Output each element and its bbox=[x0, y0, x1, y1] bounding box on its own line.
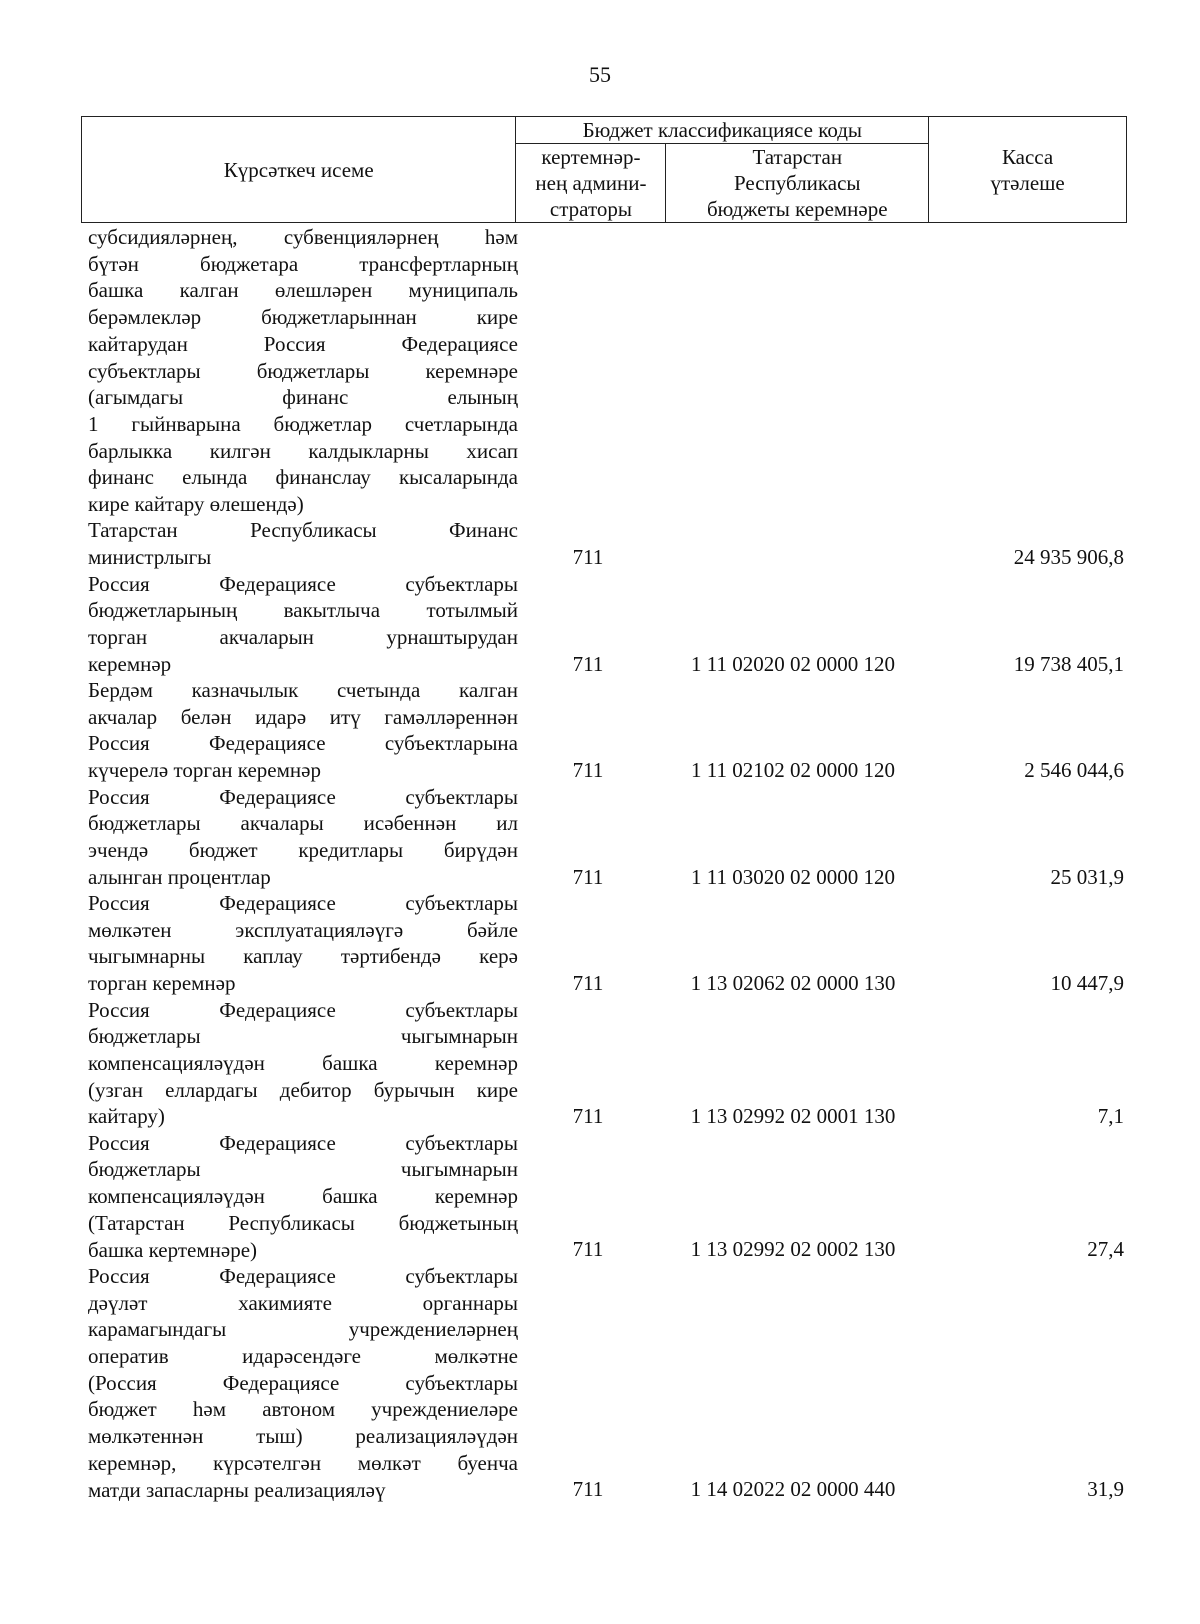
cash-execution-line: үтәлеше bbox=[990, 170, 1065, 195]
revenue-code-line: Республикасы bbox=[734, 171, 861, 195]
row-admin-code: 711 bbox=[572, 545, 604, 570]
row-amount: 19 738 405,1 bbox=[1013, 651, 1124, 676]
table-row bbox=[88, 677, 1124, 783]
row-description-line: субъектлары бюджетлары керемнәре bbox=[88, 358, 518, 383]
row-description-line: алынган процентлар bbox=[88, 864, 271, 889]
row-revenue-code: 1 13 02992 02 0002 130 bbox=[690, 1237, 896, 1262]
row-description-line: чыгымнарны каплау тәртибендә керә bbox=[88, 944, 518, 969]
table-row bbox=[88, 224, 1124, 517]
row-description-line: кире кайтару өлешендә) bbox=[88, 492, 304, 517]
row-description-line: бюджетлары чыгымнарын bbox=[88, 1157, 518, 1182]
table-header bbox=[81, 116, 1127, 223]
administrators-line: кертемнәр- bbox=[541, 145, 641, 169]
row-description bbox=[88, 1130, 518, 1264]
row-revenue-code: 1 13 02062 02 0000 130 bbox=[690, 971, 896, 996]
row-description-line: (Татарстан Республикасы бюджетының bbox=[88, 1210, 518, 1235]
row-description-line: матди запасларны реализацияләү bbox=[88, 1477, 386, 1502]
row-amount: 10 447,9 bbox=[1050, 971, 1124, 996]
table-row bbox=[88, 1263, 1124, 1502]
row-admin-code: 711 bbox=[572, 1477, 604, 1502]
page-number: 55 bbox=[589, 62, 611, 87]
row-description-line: субсидияләрнең, субвенцияләрнең һәм bbox=[88, 225, 518, 249]
row-revenue-code: 1 11 03020 02 0000 120 bbox=[691, 864, 895, 889]
row-description bbox=[88, 784, 518, 891]
row-description bbox=[88, 224, 518, 518]
revenue-code-line: Татарстан bbox=[752, 145, 843, 169]
row-description-line: Россия Федерациясе субъектлары bbox=[88, 1130, 518, 1155]
row-description bbox=[88, 517, 518, 570]
row-description-line: компенсацияләүдән башка керемнәр bbox=[88, 1184, 518, 1209]
row-revenue-code: 1 11 02020 02 0000 120 bbox=[691, 651, 895, 676]
row-amount: 25 031,9 bbox=[1050, 864, 1124, 889]
row-description-line: Россия Федерациясе субъектлары bbox=[88, 1263, 518, 1288]
row-amount: 24 935 906,8 bbox=[1013, 545, 1124, 570]
row-description-line: акчалар белән идарә итү гамәлләреннән bbox=[88, 704, 518, 729]
row-description-line: керемнәр bbox=[88, 651, 172, 676]
row-description-line: оператив идарәсендәге мөлкәтне bbox=[88, 1344, 518, 1368]
row-description-line: Россия Федерациясе субъектлары bbox=[88, 997, 518, 1022]
row-amount: 7,1 bbox=[1097, 1104, 1124, 1129]
row-amount: 31,9 bbox=[1087, 1477, 1124, 1502]
row-description-line: Россия Федерациясе субъектларына bbox=[88, 731, 518, 756]
row-revenue-code: 1 13 02992 02 0001 130 bbox=[690, 1104, 896, 1129]
row-revenue-code: 1 14 02022 02 0000 440 bbox=[690, 1477, 896, 1502]
row-description-line: министрлыгы bbox=[88, 545, 212, 570]
row-description-line: Бердәм казначылык счетында калган bbox=[88, 678, 518, 702]
row-admin-code: 711 bbox=[572, 864, 604, 889]
row-description-line: бүтән бюджетара трансфертларның bbox=[88, 251, 518, 276]
row-description-line: керемнәр, күрсәтелгән мөлкәт буенча bbox=[88, 1450, 518, 1475]
row-description-line: барлыкка килгән калдыкларны хисап bbox=[88, 438, 518, 463]
revenue-code-line: бюджеты керемнәре bbox=[706, 197, 888, 221]
row-description-line: бюджет һәм автоном учреждениеләре bbox=[88, 1397, 518, 1422]
row-description-line: башка кертемнәре) bbox=[88, 1237, 258, 1262]
row-description-line: (агымдагы финанс елының bbox=[88, 385, 518, 410]
row-description-line: кайтарудан Россия Федерациясе bbox=[88, 331, 518, 356]
row-description-line: мөлкәтеннән тыш) реализацияләүдән bbox=[88, 1424, 518, 1449]
row-admin-code: 711 bbox=[572, 651, 604, 676]
administrators-line: страторы bbox=[549, 197, 632, 221]
row-description-line: компенсацияләүдән башка керемнәр bbox=[88, 1050, 518, 1075]
row-description bbox=[88, 571, 518, 678]
row-description-line: бюджетларының вакытлыча тотылмый bbox=[88, 598, 518, 623]
row-description-line: торган акчаларын урнаштырудан bbox=[88, 624, 518, 649]
row-description-line: бюджетлары акчалары исәбеннән ил bbox=[88, 811, 518, 836]
table-row bbox=[88, 517, 1124, 570]
row-description-line: бюджетлары чыгымнарын bbox=[88, 1024, 518, 1049]
table-row bbox=[88, 571, 1124, 676]
row-admin-code: 711 bbox=[572, 1237, 604, 1262]
row-description-line: Татарстан Республикасы Финанс bbox=[88, 518, 518, 543]
table-row bbox=[88, 784, 1124, 889]
row-description bbox=[88, 1263, 518, 1503]
row-admin-code: 711 bbox=[572, 758, 604, 783]
cash-execution-line: Касса bbox=[1001, 144, 1054, 169]
row-description-line: Россия Федерациясе субъектлары bbox=[88, 571, 518, 596]
row-description-line: берәмлекләр бюджетларыннан кире bbox=[88, 305, 518, 330]
column-header-budget-code: Бюджет классификациясе коды bbox=[516, 117, 929, 144]
row-description bbox=[88, 997, 518, 1131]
row-revenue-code: 1 11 02102 02 0000 120 bbox=[691, 758, 895, 783]
row-description-line: карамагындагы учреждениеләрнең bbox=[88, 1317, 518, 1342]
row-description-line: Россия Федерациясе субъектлары bbox=[88, 784, 518, 809]
administrators-line: нең админи- bbox=[535, 171, 647, 195]
column-header-indicator-name: Күрсәткеч исеме bbox=[82, 117, 516, 223]
row-description-line: башка калган өлешләрен муниципаль bbox=[88, 278, 518, 303]
row-description bbox=[88, 677, 518, 784]
row-description bbox=[88, 890, 518, 997]
row-description-line: кайтару) bbox=[88, 1104, 165, 1129]
row-description-line: торган керемнәр bbox=[88, 971, 236, 996]
table-row bbox=[88, 890, 1124, 996]
table-row bbox=[88, 997, 1124, 1129]
column-header-cash-execution bbox=[929, 117, 1127, 223]
row-amount: 2 546 044,6 bbox=[1024, 758, 1124, 783]
row-description-line: Россия Федерациясе субъектлары bbox=[88, 891, 518, 915]
column-header-revenue-code bbox=[666, 144, 929, 223]
row-description-line: эчендә бюджет кредитлары бирүдән bbox=[88, 837, 518, 862]
row-description-line: дәүләт хакимияте органнары bbox=[88, 1290, 518, 1315]
table-row bbox=[88, 1130, 1124, 1262]
row-description-line: мөлкәтен эксплуатацияләүгә бәйле bbox=[88, 917, 518, 942]
row-admin-code: 711 bbox=[572, 971, 604, 996]
row-description-line: 1 гыйнварына бюджетлар счетларында bbox=[88, 411, 518, 436]
row-description-line: финанс елында финанслау кысаларында bbox=[88, 465, 518, 490]
row-description-line: күчерелә торган керемнәр bbox=[88, 758, 321, 783]
row-description-line: (узган еллардагы дебитор бурычын кире bbox=[88, 1077, 518, 1102]
row-admin-code: 711 bbox=[572, 1104, 604, 1129]
column-header-administrators bbox=[516, 144, 666, 223]
row-description-line: (Россия Федерациясе субъектлары bbox=[88, 1370, 518, 1395]
row-amount: 27,4 bbox=[1087, 1237, 1124, 1262]
